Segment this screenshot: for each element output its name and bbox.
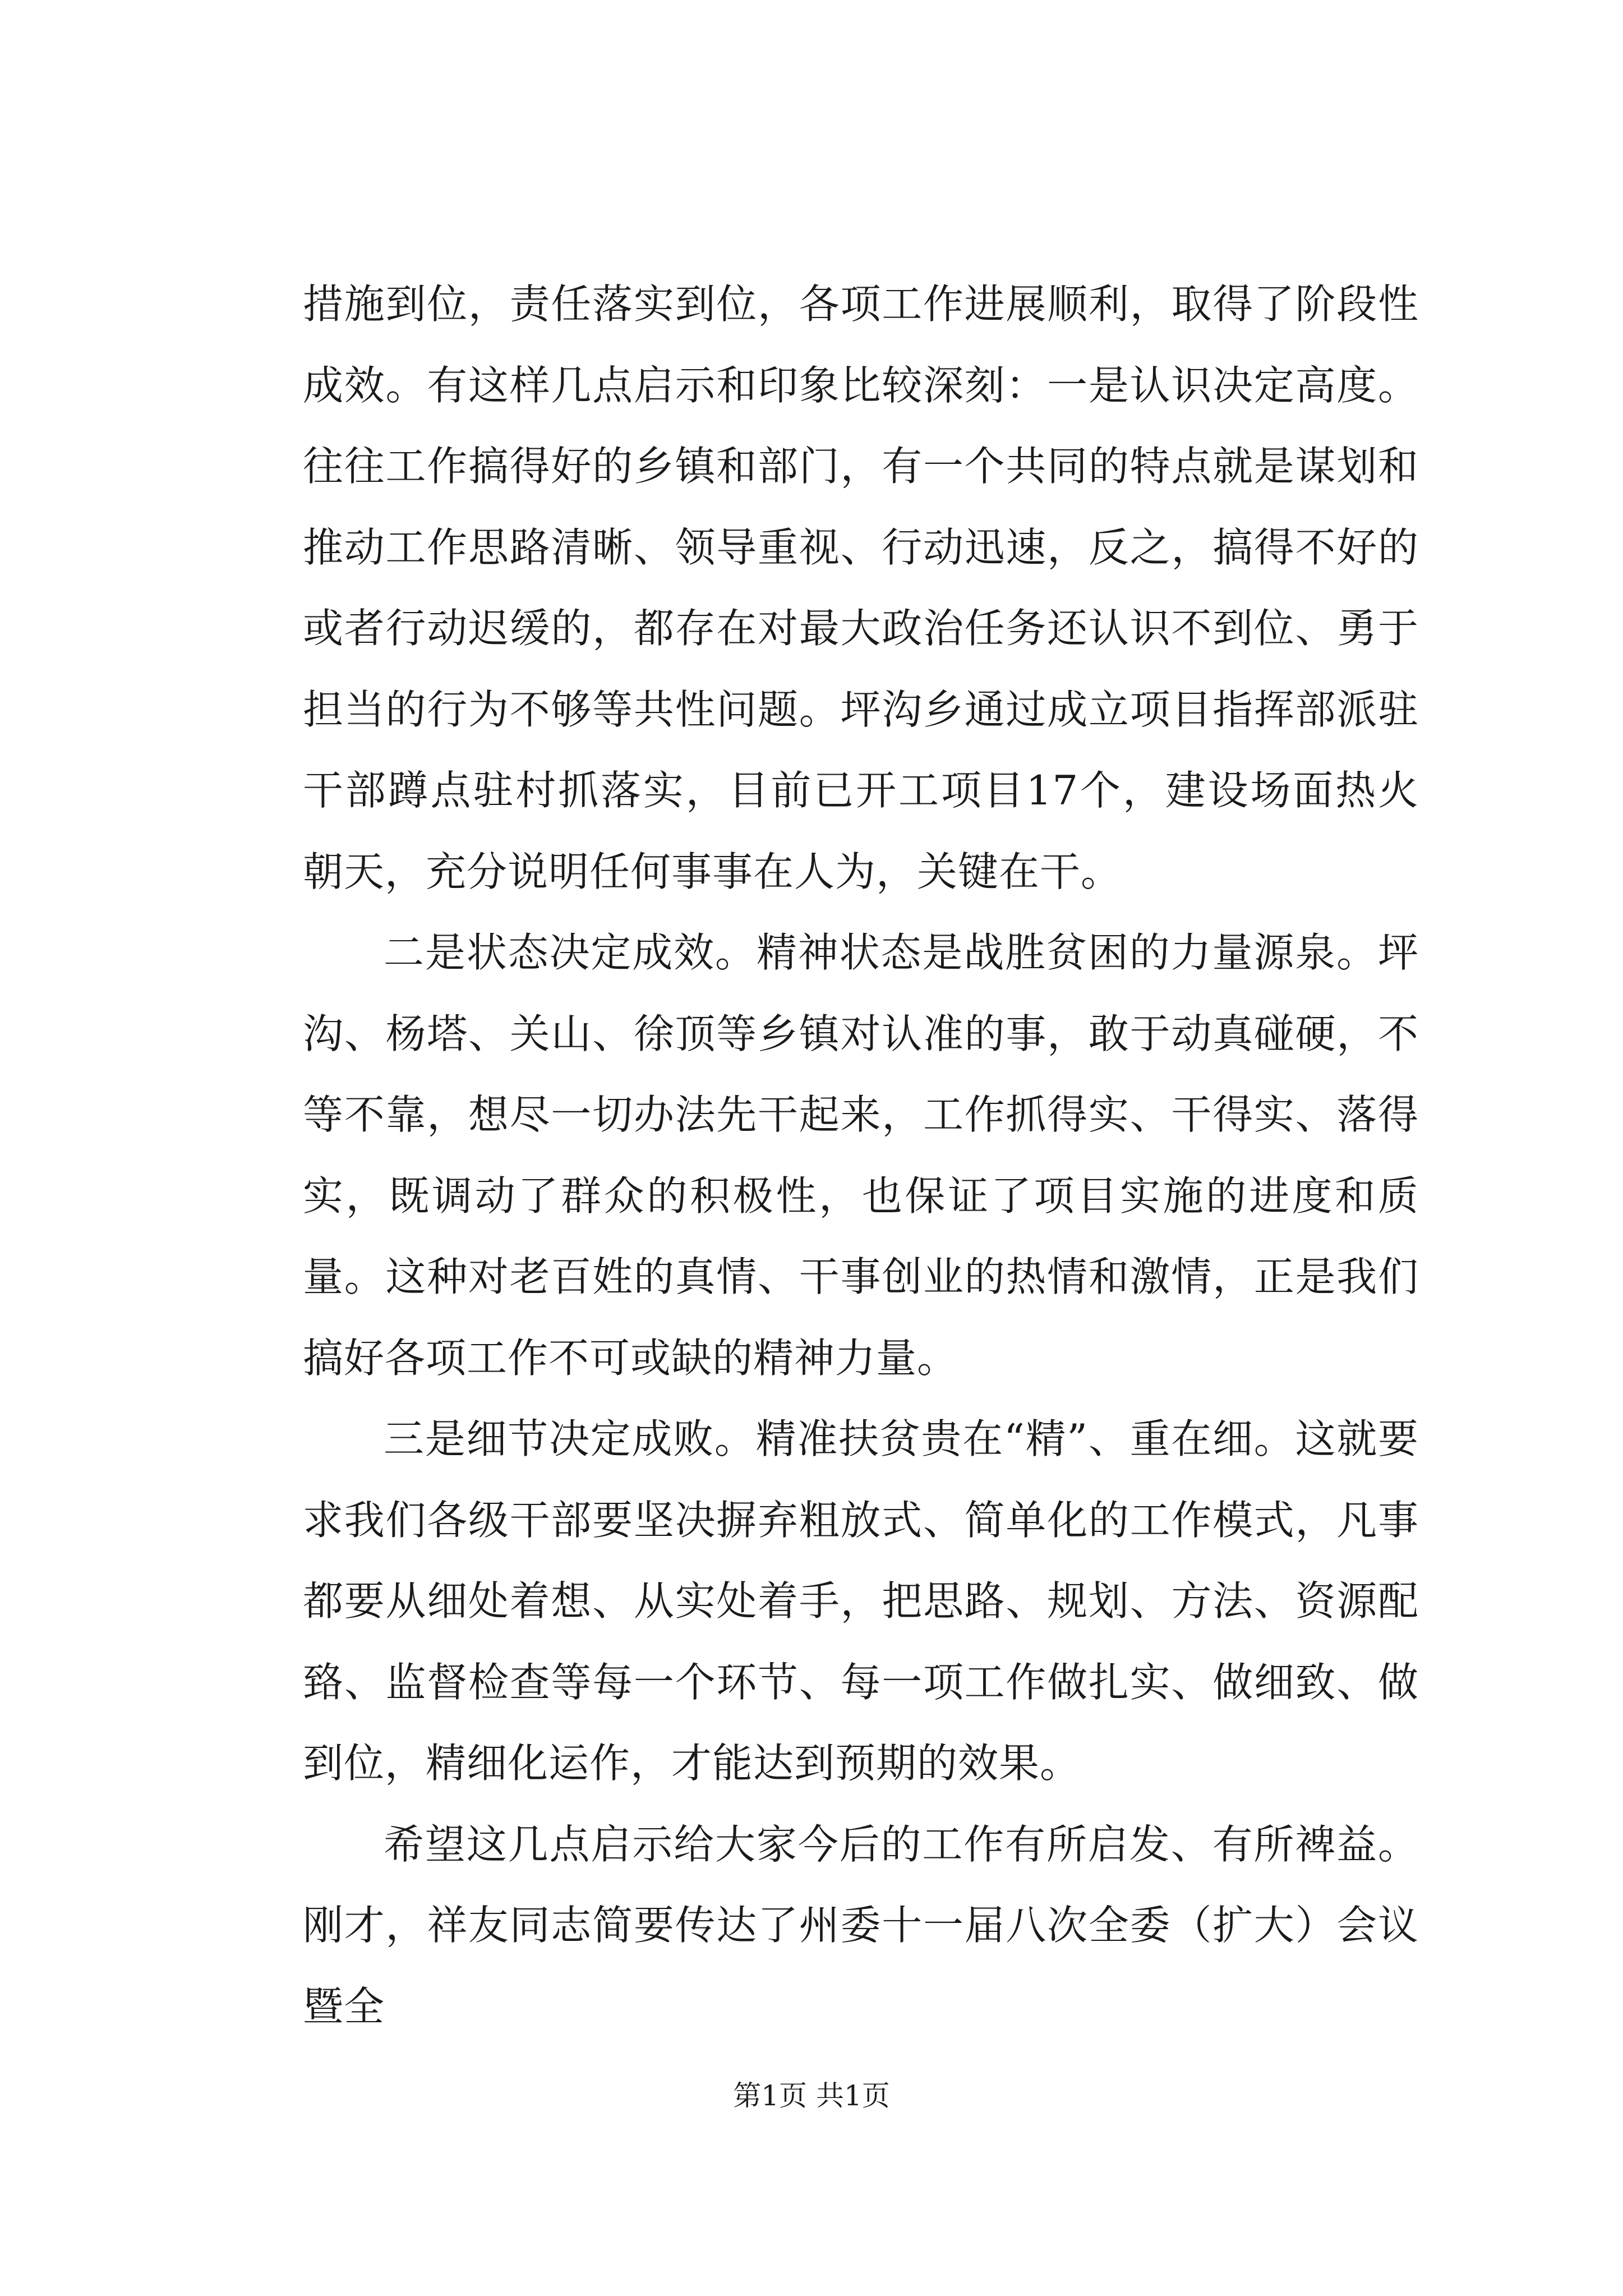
- page-number-footer: 第1页 共1页: [733, 2079, 890, 2112]
- paragraph-hope: 希望这几点启示给大家今后的工作有所启发、有所裨益。刚才，祥友同志简要传达了州委十一届八次全委（扩大）会议暨全: [303, 1820, 1419, 2030]
- paragraph-state-determines-results: 二是状态决定成效。精神状态是战胜贫困的力量源泉。坪沟、杨塔、关山、徐顶等乡镇对认准的事，敢于动真碰硬，不等不靠，想尽一切办法先干起来，工作抓得实、干得实、落得实，既调动了群众的积极性，也保证了项目实施的进度和质量。这种对老百姓的真情、干事创业的热情和激情，正是我们搞好各项工作不可或缺的精神力量。: [303, 929, 1419, 1382]
- paragraph-details-determine-success: 三是细节决定成败。精准扶贫贵在“精”、重在细。这就要求我们各级干部要坚决摒弃粗放式、简单化的工作模式，凡事都要从细处着想、从实处着手，把思路、规划、方法、资源配臵、监督检查等每一个环节、每一项工作做扎实、做细致、做到位，精细化运作，才能达到预期的效果。: [303, 1415, 1419, 1787]
- paragraph-continued: 措施到位，责任落实到位，各项工作进展顺利，取得了阶段性成效。有这样几点启示和印象比较深刻：一是认识决定高度。往往工作搞得好的乡镇和部门，有一个共同的特点就是谋划和推动工作思路清晰、领导重视、行动迅速，反之，搞得不好的或者行动迟缓的，都存在对最大政治任务还认识不到位、勇于担当的行为不够等共性问题。坪沟乡通过成立项目指挥部派驻干部蹲点驻村抓落实，目前已开工项目17个，建设场面热火朝天，充分说明任何事事在人为，关键在干。: [303, 280, 1419, 895]
- document-body: [303, 264, 1419, 2047]
